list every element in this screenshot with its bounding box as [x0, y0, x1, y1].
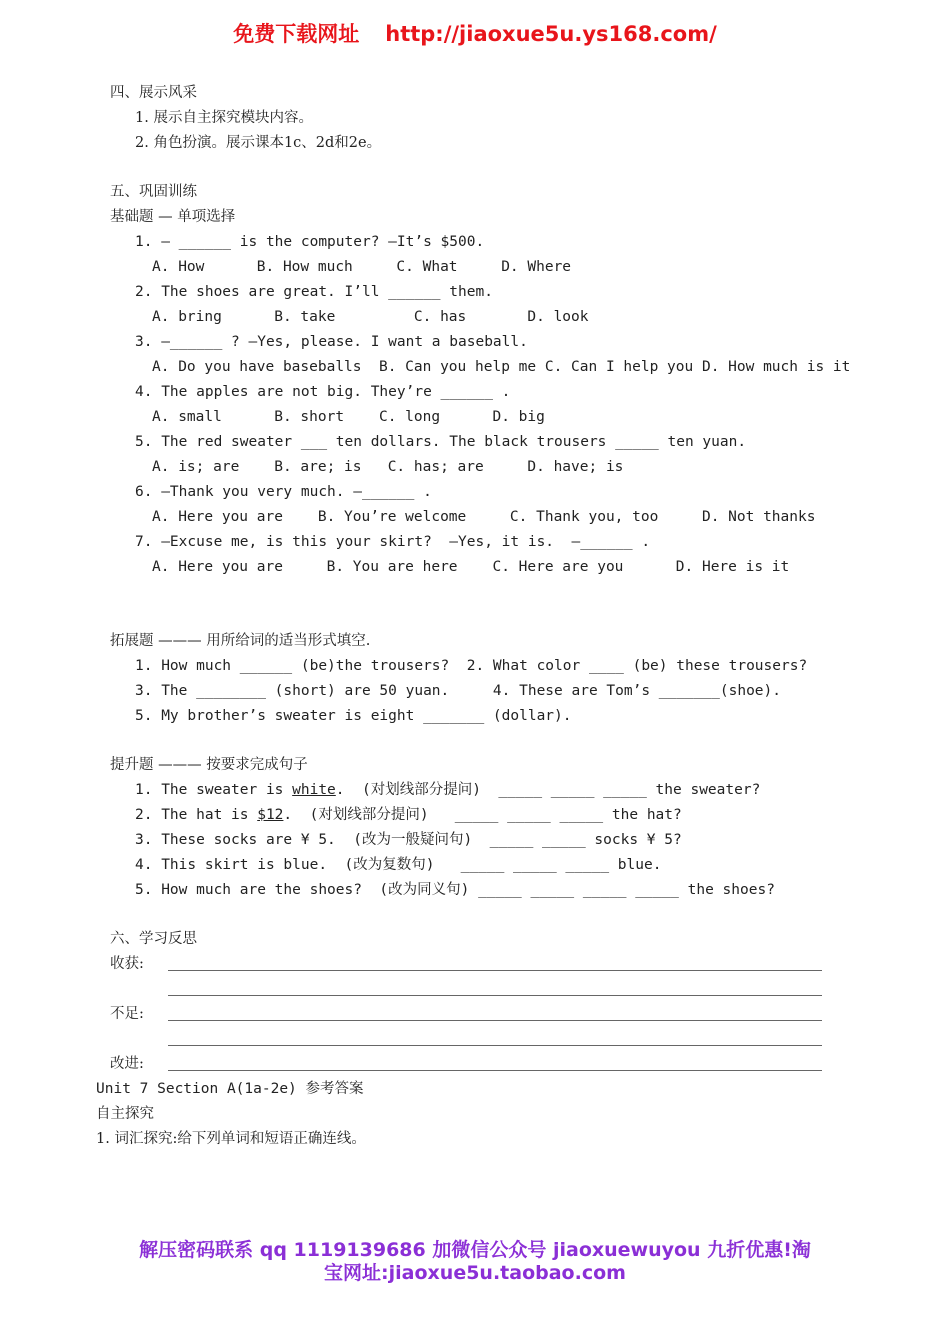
- footer-line-2[interactable]: 宝网址:jiaoxue5u.taobao.com: [324, 1262, 626, 1284]
- basic-q7-options: A. Here you are B. You are here C. Here are you D. Here is it: [152, 559, 790, 575]
- answers-title: Unit 7 Section A(1a-2e) 参考答案: [96, 1081, 364, 1097]
- gain-label: 收获:: [110, 956, 144, 972]
- footer-line-1: 解压密码联系 qq 1119139686 加微信公众号 jiaoxuewuyou 九折优惠!淘: [139, 1239, 811, 1261]
- adv-q2-pre: 2. The hat is: [135, 807, 258, 823]
- basic-q7: 7. —Excuse me, is this your skirt? —Yes, it is. —______ .: [135, 534, 651, 550]
- lack-line-1: [168, 1020, 822, 1021]
- basic-q6-options: A. Here you are B. You’re welcome C. Thank you, too D. Not thanks: [152, 509, 816, 525]
- header-label: 免费下载网址: [233, 22, 360, 46]
- basic-title: 基础题 — 单项选择: [110, 209, 236, 225]
- adv-q4: 4. This skirt is blue. (改为复数句) _____ _____ _____ blue.: [135, 857, 662, 873]
- basic-q3-options: A. Do you have baseballs B. Can you help me C. Can I help you D. How much is it: [152, 359, 851, 375]
- header-url[interactable]: http://jiaoxue5u.ys168.com/: [385, 22, 717, 46]
- basic-q3: 3. —______ ? —Yes, please. I want a baseball.: [135, 334, 528, 350]
- improve-line: [168, 1070, 822, 1071]
- lack-label: 不足:: [110, 1006, 144, 1022]
- basic-q2-options: A. bring B. take C. has D. look: [152, 309, 589, 325]
- section4-item-1: 1. 展示自主探究模块内容。: [135, 110, 313, 126]
- basic-q5-options: A. is; are B. are; is C. has; are D. have; is: [152, 459, 624, 475]
- answers-subtitle: 自主探究: [96, 1106, 154, 1122]
- answers-item-1: 1. 词汇探究:给下列单词和短语正确连线。: [96, 1131, 366, 1147]
- gain-line-2: [168, 995, 822, 996]
- section5-title: 五、巩固训练: [110, 184, 197, 200]
- basic-q4: 4. The apples are not big. They’re ______ .: [135, 384, 511, 400]
- adv-q1-underlined: white: [292, 782, 336, 798]
- ext-row-1: 1. How much ______ (be)the trousers? 2. What color ____ (be) these trousers?: [135, 658, 808, 674]
- adv-title: 提升题 ——— 按要求完成句子: [110, 757, 308, 773]
- adv-q5: 5. How much are the shoes? (改为同义句) _____ _____ _____ _____ the shoes?: [135, 882, 775, 898]
- basic-q1-options: A. How B. How much C. What D. Where: [152, 259, 572, 275]
- ext-row-2: 3. The ________ (short) are 50 yuan. 4. These are Tom’s _______(shoe).: [135, 683, 782, 699]
- adv-q1-pre: 1. The sweater is: [135, 782, 293, 798]
- adv-q1-post: . (对划线部分提问) _____ _____ _____ the sweater?: [335, 782, 761, 798]
- basic-q6: 6. —Thank you very much. —______ .: [135, 484, 432, 500]
- adv-q2-underlined: $12: [257, 807, 284, 823]
- adv-q2-post: . (对划线部分提问) _____ _____ _____ the hat?: [283, 807, 682, 823]
- improve-label: 改进:: [110, 1056, 144, 1072]
- adv-q1: [135, 781, 760, 799]
- basic-q2: 2. The shoes are great. I’ll ______ them.: [135, 284, 493, 300]
- adv-q3: 3. These socks are ¥ 5. (改为一般疑问句) _____ _____ socks ¥ 5?: [135, 832, 682, 848]
- adv-q2: [135, 806, 682, 824]
- section4-title: 四、展示风采: [110, 85, 197, 101]
- basic-q5: 5. The red sweater ___ ten dollars. The black trousers _____ ten yuan.: [135, 434, 747, 450]
- download-header: [0, 18, 950, 48]
- section6-title: 六、学习反思: [110, 931, 197, 947]
- gain-line-1: [168, 970, 822, 971]
- section4-item-2: 2. 角色扮演。展示课本1c、2d和2e。: [135, 135, 382, 151]
- ext-title: 拓展题 ——— 用所给词的适当形式填空.: [110, 633, 371, 649]
- lack-line-2: [168, 1045, 822, 1046]
- basic-q4-options: A. small B. short C. long D. big: [152, 409, 545, 425]
- ext-row-3: 5. My brother’s sweater is eight _______ (dollar).: [135, 708, 572, 724]
- basic-q1: 1. — ______ is the computer? —It’s $500.: [135, 234, 485, 250]
